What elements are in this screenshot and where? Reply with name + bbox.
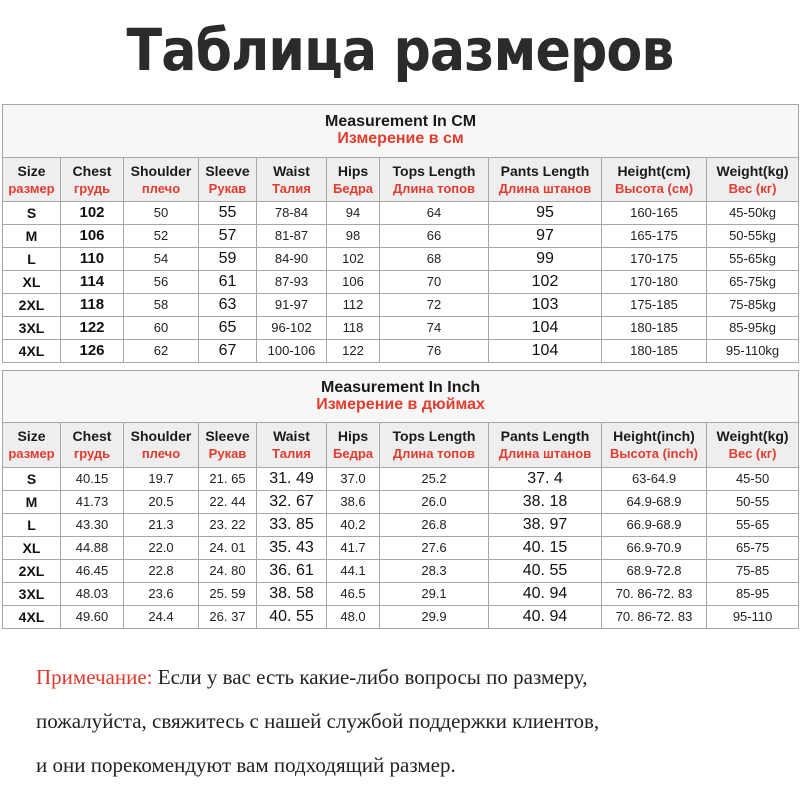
table-cell: 54 xyxy=(124,248,199,271)
header-en: Size xyxy=(17,428,46,445)
table-cell: 102 xyxy=(61,202,124,225)
table-cell: L xyxy=(3,514,61,537)
table-cell: 87-93 xyxy=(257,271,327,294)
table-cell: 94 xyxy=(327,202,380,225)
table-cell: 103 xyxy=(489,294,602,317)
table-cell: 3XL xyxy=(3,317,61,340)
table-cell: 66 xyxy=(380,225,489,248)
table-cell: 57 xyxy=(199,225,257,248)
table-cell: 60 xyxy=(124,317,199,340)
table-cell: 55-65 xyxy=(707,514,799,537)
table-cell: 74 xyxy=(380,317,489,340)
table-cell: 63 xyxy=(199,294,257,317)
table-cell: 56 xyxy=(124,271,199,294)
table-cell: 45-50kg xyxy=(707,202,799,225)
table-cell: 24.4 xyxy=(124,606,199,629)
header-ru: Бедра xyxy=(333,446,373,462)
table-cell: 100-106 xyxy=(257,340,327,363)
header-en: Shoulder xyxy=(130,428,192,445)
table-cell: 26.0 xyxy=(380,491,489,514)
column-header xyxy=(707,423,799,468)
column-header xyxy=(61,423,124,468)
table-cell: 40. 55 xyxy=(489,560,602,583)
header-ru: Высота (см) xyxy=(614,180,694,196)
table-cell: 50-55 xyxy=(707,491,799,514)
column-header xyxy=(489,423,602,468)
table-cell: 97 xyxy=(489,225,602,248)
table-row xyxy=(3,583,799,606)
table-cell: 170-175 xyxy=(602,248,707,271)
header-en: Shoulder xyxy=(130,162,192,179)
column-header xyxy=(124,423,199,468)
header-en: Tops Length xyxy=(392,162,476,179)
table-cell: 99 xyxy=(489,248,602,271)
table-cell: XL xyxy=(3,271,61,294)
table-cell: 67 xyxy=(199,340,257,363)
table-row xyxy=(3,248,799,271)
size-note xyxy=(36,655,776,787)
table-cell: 23. 22 xyxy=(199,514,257,537)
table-cell: 59 xyxy=(199,248,257,271)
table-cell: 22. 44 xyxy=(199,491,257,514)
table-cell: 175-185 xyxy=(602,294,707,317)
table-cell: 4XL xyxy=(3,606,61,629)
table-cell: 26. 37 xyxy=(199,606,257,629)
table-cell: 37.0 xyxy=(327,468,380,491)
header-row xyxy=(3,158,799,202)
table-cell: 36. 61 xyxy=(257,560,327,583)
table-cell: 40.15 xyxy=(61,468,124,491)
table-cell: 180-185 xyxy=(602,317,707,340)
column-header xyxy=(3,158,61,202)
page-title: Таблица размеров xyxy=(126,16,674,84)
table-cell: 76 xyxy=(380,340,489,363)
table-cell: 110 xyxy=(61,248,124,271)
table-cell: 31. 49 xyxy=(257,468,327,491)
table-cell: 122 xyxy=(327,340,380,363)
table-cell: S xyxy=(3,468,61,491)
caption-ru: Измерение в см xyxy=(337,130,464,147)
column-header xyxy=(257,158,327,202)
table-cell: 44.88 xyxy=(61,537,124,560)
table-cell: 95-110 xyxy=(707,606,799,629)
table-cell: 65-75 xyxy=(707,537,799,560)
table-cell: 45-50 xyxy=(707,468,799,491)
table-cell: XL xyxy=(3,537,61,560)
table-cell: 19.7 xyxy=(124,468,199,491)
table-cell: 160-165 xyxy=(602,202,707,225)
table-cell: 29.1 xyxy=(380,583,489,606)
table-cell: 37. 4 xyxy=(489,468,602,491)
table-cell: 25.2 xyxy=(380,468,489,491)
table-cell: 68.9-72.8 xyxy=(602,560,707,583)
table-cell: 49.60 xyxy=(61,606,124,629)
table-cell: 22.8 xyxy=(124,560,199,583)
table-cell: 21. 65 xyxy=(199,468,257,491)
size-table-inch xyxy=(2,370,799,629)
table-cell: 63-64.9 xyxy=(602,468,707,491)
table-row xyxy=(3,537,799,560)
column-header xyxy=(327,158,380,202)
table-cell: 72 xyxy=(380,294,489,317)
table-cell: 41.7 xyxy=(327,537,380,560)
header-ru: грудь xyxy=(73,180,111,196)
table-cell: 23.6 xyxy=(124,583,199,606)
table-cell: 32. 67 xyxy=(257,491,327,514)
table-cell: 46.45 xyxy=(61,560,124,583)
caption-en: Measurement In CM xyxy=(324,113,477,131)
table-cell: 91-97 xyxy=(257,294,327,317)
note-label: Примечание: xyxy=(36,665,153,689)
header-ru: Длина штанов xyxy=(498,180,592,196)
table-cell: 75-85 xyxy=(707,560,799,583)
table-cell: 96-102 xyxy=(257,317,327,340)
table-row xyxy=(3,468,799,491)
table-cell: 27.6 xyxy=(380,537,489,560)
header-ru: Талия xyxy=(272,446,311,462)
column-header xyxy=(380,158,489,202)
table-cell: 126 xyxy=(61,340,124,363)
table-cell: 43.30 xyxy=(61,514,124,537)
table-cell: 170-180 xyxy=(602,271,707,294)
header-en: Sleeve xyxy=(205,428,250,445)
table-cell: 38. 18 xyxy=(489,491,602,514)
header-en: Pants Length xyxy=(500,162,590,179)
table-cell: 40. 15 xyxy=(489,537,602,560)
table-cell: 48.0 xyxy=(327,606,380,629)
table-cell: 64 xyxy=(380,202,489,225)
column-header xyxy=(602,158,707,202)
header-en: Hips xyxy=(337,428,369,445)
table-cell: 70. 86-72. 83 xyxy=(602,583,707,606)
header-en: Weight(kg) xyxy=(716,428,789,445)
table-cell: 65-75kg xyxy=(707,271,799,294)
table-cell: 62 xyxy=(124,340,199,363)
header-ru: Высота (inch) xyxy=(610,446,698,462)
table-cell: 104 xyxy=(489,340,602,363)
table-cell: M xyxy=(3,225,61,248)
table-cell: 26.8 xyxy=(380,514,489,537)
table-caption-cm xyxy=(3,105,799,158)
table-cell: 165-175 xyxy=(602,225,707,248)
note-line-3: и они порекомендуют вам подходящий размер. xyxy=(36,753,456,777)
table-cell: 180-185 xyxy=(602,340,707,363)
caption-ru: Измерение в дюймах xyxy=(316,395,485,413)
column-header xyxy=(199,158,257,202)
table-cell: 40. 55 xyxy=(257,606,327,629)
table-row xyxy=(3,317,799,340)
table-cell: 66.9-68.9 xyxy=(602,514,707,537)
table-row xyxy=(3,294,799,317)
header-en: Chest xyxy=(72,162,112,179)
header-ru: Длина топов xyxy=(392,180,476,196)
column-header xyxy=(61,158,124,202)
table-cell: 55 xyxy=(199,202,257,225)
table-caption-inch xyxy=(3,371,799,423)
header-en: Height(inch) xyxy=(613,428,695,445)
table-cell: 61 xyxy=(199,271,257,294)
note-line-2: пожалуйста, свяжитесь с нашей службой поддержки клиентов, xyxy=(36,709,600,733)
table-cell: 22.0 xyxy=(124,537,199,560)
table-row xyxy=(3,606,799,629)
table-cell: 25. 59 xyxy=(199,583,257,606)
table-cell: 84-90 xyxy=(257,248,327,271)
table-cell: 2XL xyxy=(3,294,61,317)
header-en: Hips xyxy=(337,162,369,179)
table-cell: L xyxy=(3,248,61,271)
table-cell: 78-84 xyxy=(257,202,327,225)
header-en: Height(cm) xyxy=(617,162,691,179)
table-cell: 70 xyxy=(380,271,489,294)
table-cell: 112 xyxy=(327,294,380,317)
table-cell: 70. 86-72. 83 xyxy=(602,606,707,629)
table-row xyxy=(3,202,799,225)
table-cell: 102 xyxy=(327,248,380,271)
table-cell: 95 xyxy=(489,202,602,225)
table-cell: S xyxy=(3,202,61,225)
header-en: Waist xyxy=(273,428,310,445)
table-row xyxy=(3,225,799,248)
header-en: Waist xyxy=(273,162,310,179)
table-cell: 55-65kg xyxy=(707,248,799,271)
table-cell: 85-95kg xyxy=(707,317,799,340)
table-cell: 28.3 xyxy=(380,560,489,583)
table-cell: 4XL xyxy=(3,340,61,363)
table-cell: 95-110kg xyxy=(707,340,799,363)
table-cell: 40. 94 xyxy=(489,583,602,606)
table-cell: 48.03 xyxy=(61,583,124,606)
table-cell: 66.9-70.9 xyxy=(602,537,707,560)
header-en: Sleeve xyxy=(205,162,250,179)
column-header xyxy=(257,423,327,468)
column-header xyxy=(199,423,257,468)
table-cell: 85-95 xyxy=(707,583,799,606)
table-cell: 64.9-68.9 xyxy=(602,491,707,514)
table-cell: 38. 97 xyxy=(489,514,602,537)
table-cell: 44.1 xyxy=(327,560,380,583)
table-cell: 98 xyxy=(327,225,380,248)
table-cell: 81-87 xyxy=(257,225,327,248)
column-header xyxy=(489,158,602,202)
table-row xyxy=(3,340,799,363)
header-ru: размер xyxy=(8,180,55,196)
table-cell: 38. 58 xyxy=(257,583,327,606)
caption-en: Measurement In Inch xyxy=(320,378,481,396)
table-cell: 40.2 xyxy=(327,514,380,537)
table-cell: 2XL xyxy=(3,560,61,583)
table-cell: 106 xyxy=(327,271,380,294)
table-cell: 50 xyxy=(124,202,199,225)
table-row xyxy=(3,560,799,583)
table-row xyxy=(3,514,799,537)
table-cell: 118 xyxy=(327,317,380,340)
header-ru: Рукав xyxy=(208,446,247,462)
table-row xyxy=(3,271,799,294)
header-ru: Вес (кг) xyxy=(728,446,777,462)
table-cell: 24. 01 xyxy=(199,537,257,560)
header-ru: Бедра xyxy=(333,180,373,196)
header-en: Chest xyxy=(72,428,112,445)
header-ru: Талия xyxy=(272,180,311,196)
table-cell: M xyxy=(3,491,61,514)
table-cell: 21.3 xyxy=(124,514,199,537)
table-cell: 68 xyxy=(380,248,489,271)
table-cell: 24. 80 xyxy=(199,560,257,583)
column-header xyxy=(707,158,799,202)
table-cell: 41.73 xyxy=(61,491,124,514)
column-header xyxy=(124,158,199,202)
column-header xyxy=(602,423,707,468)
column-header xyxy=(3,423,61,468)
header-ru: плечо xyxy=(141,446,181,462)
table-cell: 40. 94 xyxy=(489,606,602,629)
table-cell: 50-55kg xyxy=(707,225,799,248)
table-cell: 38.6 xyxy=(327,491,380,514)
table-cell: 122 xyxy=(61,317,124,340)
note-line-1: Примечание: Если у вас есть какие-либо вопросы по размеру, xyxy=(36,665,588,689)
header-row xyxy=(3,423,799,468)
header-ru: Длина топов xyxy=(392,446,476,462)
header-en: Tops Length xyxy=(392,428,476,445)
size-table-cm xyxy=(2,104,799,363)
table-cell: 52 xyxy=(124,225,199,248)
header-ru: плечо xyxy=(141,180,181,196)
column-header xyxy=(327,423,380,468)
table-cell: 114 xyxy=(61,271,124,294)
header-en: Pants Length xyxy=(500,428,590,445)
table-cell: 3XL xyxy=(3,583,61,606)
header-ru: Вес (кг) xyxy=(728,180,777,196)
table-row xyxy=(3,491,799,514)
table-cell: 102 xyxy=(489,271,602,294)
table-cell: 33. 85 xyxy=(257,514,327,537)
table-cell: 58 xyxy=(124,294,199,317)
table-cell: 118 xyxy=(61,294,124,317)
table-cell: 29.9 xyxy=(380,606,489,629)
header-ru: размер xyxy=(8,446,55,462)
table-cell: 65 xyxy=(199,317,257,340)
header-ru: грудь xyxy=(73,446,111,462)
header-en: Size xyxy=(17,162,46,179)
column-header xyxy=(380,423,489,468)
table-cell: 75-85kg xyxy=(707,294,799,317)
header-en: Weight(kg) xyxy=(716,162,789,179)
table-cell: 46.5 xyxy=(327,583,380,606)
table-cell: 20.5 xyxy=(124,491,199,514)
header-ru: Рукав xyxy=(208,180,247,196)
table-cell: 104 xyxy=(489,317,602,340)
header-ru: Длина штанов xyxy=(498,446,592,462)
table-cell: 106 xyxy=(61,225,124,248)
table-cell: 35. 43 xyxy=(257,537,327,560)
